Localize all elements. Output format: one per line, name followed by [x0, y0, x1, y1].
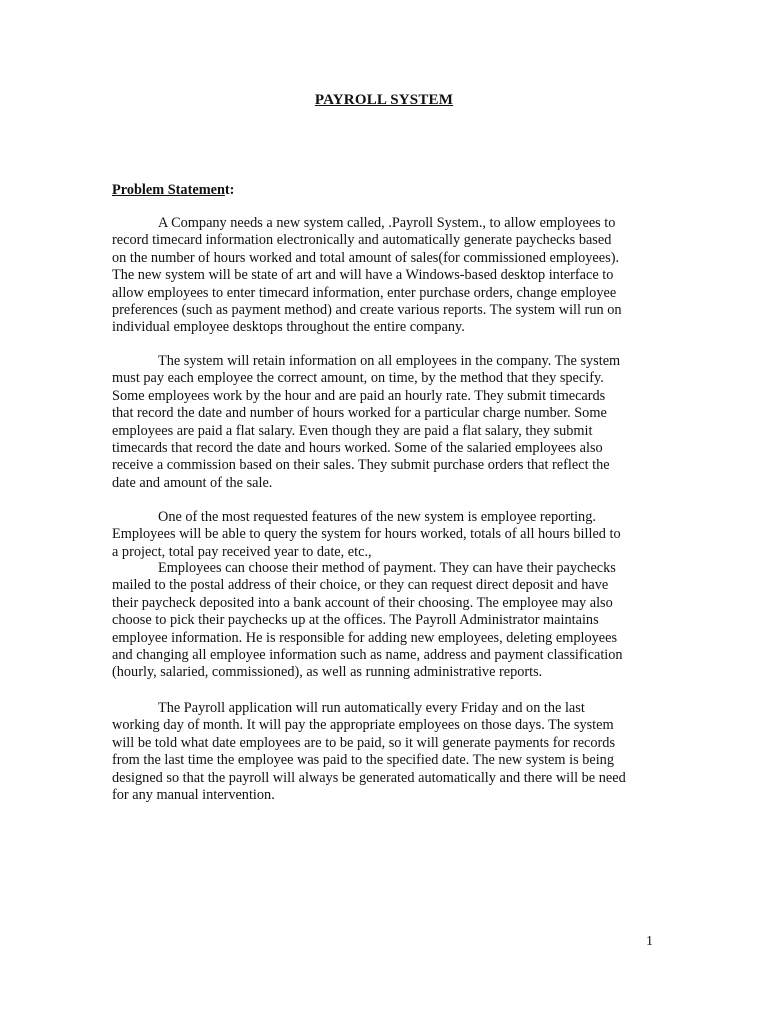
paragraph-line: The new system will be state of art and will have a Windows-based desktop interface to	[112, 267, 614, 284]
section-heading	[112, 182, 234, 199]
paragraph-line: employees are paid a flat salary. Even though they are paid a flat salary, they submit	[112, 422, 593, 439]
paragraph-line: must pay each employee the correct amount, on time, by the method that they specify.	[112, 370, 604, 387]
paragraph-4	[112, 560, 658, 682]
paragraph-line: Some employees work by the hour and are paid an hourly rate. They submit timecards	[112, 387, 606, 404]
page-number: 1	[646, 934, 653, 949]
paragraph-5	[112, 700, 658, 804]
paragraph-line: The system will retain information on all employees in the company. The system	[158, 353, 621, 369]
paragraph-line: working day of month. It will pay the appropriate employees on those days. The system	[112, 717, 614, 734]
paragraph-line: receive a commission based on their sales. They submit purchase orders that reflect the	[112, 457, 610, 474]
paragraph-line: employee information. He is responsible for adding new employees, deleting employees	[112, 629, 618, 646]
paragraph-line: individual employee desktops throughout the entire company.	[112, 319, 465, 336]
paragraph-line: on the number of hours worked and total amount of sales(for commissioned employees).	[112, 249, 620, 266]
paragraph-3	[112, 509, 658, 561]
paragraph-line: The Payroll application will run automatically every Friday and on the last	[158, 700, 585, 716]
paragraph-line: One of the most requested features of the new system is employee reporting.	[158, 509, 596, 525]
paragraph-line: from the last time the employee was paid to the specified date. The new system is being	[112, 752, 614, 769]
paragraph-line: mailed to the postal address of their choice, or they can request direct deposit and have	[112, 577, 609, 594]
paragraph-line: allow employees to enter timecard information, enter purchase orders, change employee	[112, 284, 617, 301]
paragraph-line: record timecard information electronically and automatically generate paychecks based	[112, 232, 612, 249]
paragraph-line: will be told what date employees are to be paid, so it will generate payments for records	[112, 734, 616, 751]
paragraph-line: (hourly, salaried, commissioned), as well as running administrative reports.	[112, 664, 543, 681]
document-title: PAYROLL SYSTEM	[314, 92, 454, 108]
paragraph-line: choose to pick their paychecks up at the offices. The Payroll Administrator maintains	[112, 612, 599, 629]
section-heading-tail: t:	[224, 182, 235, 198]
paragraph-line: a project, total pay received year to date, etc.,	[112, 543, 372, 560]
paragraph-line: date and amount of the sale.	[112, 474, 273, 491]
section-heading-underlined: Problem Statemen	[112, 182, 225, 198]
paragraph-line: that record the date and number of hours worked for a particular charge number. Some	[112, 405, 607, 422]
paragraph-line: timecards that record the date and hours worked. Some of the salaried employees also	[112, 440, 603, 457]
paragraph-line: for any manual intervention.	[112, 787, 275, 804]
paragraph-1	[112, 215, 658, 337]
paragraph-line: A Company needs a new system called, .Payroll System., to allow employees to	[158, 215, 616, 231]
paragraph-line: and changing all employee information such as name, address and payment classification	[112, 647, 623, 664]
paragraph-line: their paycheck deposited into a bank account of their choosing. The employee may also	[112, 594, 613, 611]
paragraph-2	[112, 353, 658, 492]
paragraph-line: preferences (such as payment method) and create various reports. The system will run on	[112, 302, 622, 319]
paragraph-line: Employees can choose their method of payment. They can have their paychecks	[158, 560, 616, 576]
paragraph-line: Employees will be able to query the system for hours worked, totals of all hours billed to	[112, 526, 621, 543]
paragraph-line: designed so that the payroll will always be generated automatically and there will be need	[112, 769, 626, 786]
